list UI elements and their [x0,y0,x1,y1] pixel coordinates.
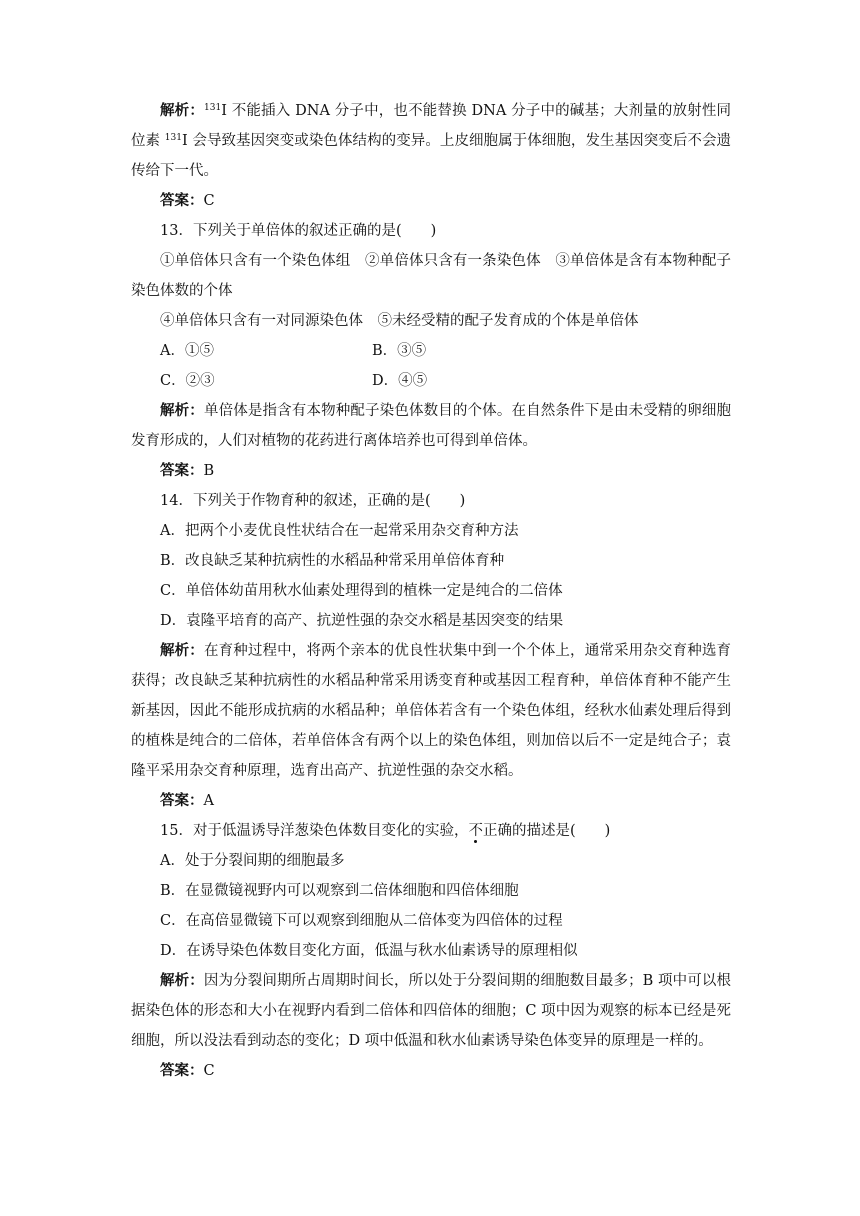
answer-label: 答案： [160,462,204,479]
q15-option-d: D．在诱导染色体数目变化方面，低温与秋水仙素诱导的原理相似 [160,943,578,959]
answer-label: 答案： [160,1062,204,1079]
q13-option-c: C．②③ [160,373,215,389]
q13-option-b: B．③⑤ [372,343,427,359]
q15-option-a: A．处于分裂间期的细胞最多 [160,853,345,869]
q15-option-b: B．在显微镜视野内可以观察到二倍体细胞和四倍体细胞 [160,883,519,899]
q13-analysis [131,396,731,456]
analysis-text: 因为分裂间期所占周期时间长，所以处于分裂间期的细胞数目最多；B 项中可以根据染色体的形态和大小在视野内看到二倍体和四倍体的细胞；C 项中因为观察的标本已经是死细胞，所以没法看到动态的变化；D 项中低温和秋水仙素诱导染色体变异的原理是一样的。 [131,973,732,1049]
answer-value: B [203,463,215,479]
q13-answer [131,456,731,486]
q15-stem-start: 15．对于低温诱导洋葱染色体数目变化的实验， [160,823,469,839]
answer-label: 答案： [160,192,204,209]
analysis-text: 单倍体是指含有本物种配子染色体数目的个体。在自然条件下是由未受精的卵细胞发育形成的，人们对植物的花药进行离体培养也可得到单倍体。 [131,403,731,449]
q15-option-c: C．在高倍显微镜下可以观察到细胞从二倍体变为四倍体的过程 [160,913,563,929]
document-content [131,96,731,1086]
analysis-text: 在育种过程中，将两个亲本的优良性状集中到一个个体上，通常采用杂交育种选育获得；改良缺乏某种抗病性的水稻品种常采用诱变育种或基因工程育种，单倍体育种不能产生新基因，因此不能形成抗病的水稻品种；单倍体若含有一个染色体组，经秋水仙素处理后得到的植株是纯合的二倍体，若单倍体含有两个以上的染色体组，则加倍以后不一定是纯合子；袁隆平采用杂交育种原理，选育出高产、抗逆性强的杂交水稻。 [131,643,731,779]
q15-answer [131,1056,731,1086]
q14-analysis [131,636,731,786]
analysis-label: 解析： [160,402,204,419]
q14-option-b: B．改良缺乏某种抗病性的水稻品种常采用单倍体育种 [160,553,505,569]
q13-stem: 13．下列关于单倍体的叙述正确的是( ) [160,223,437,239]
answer-value: C [203,193,215,209]
emphasis-dotted-text: 不 [468,823,483,839]
q13-options-row-2 [131,366,731,396]
answer-label: 答案： [160,792,204,809]
q13-statements-1: ①单倍体只含有一个染色体组 ②单倍体只含有一条染色体 ③单倍体是含有本物种配子染色体数的个体 [131,253,731,299]
analysis-text: I 不能插入 DNA 分子中，也不能替换 DNA 分子中的碱基；大剂量的放射性同位素 [131,103,731,149]
q15-stem [131,816,731,846]
isotope-mass-number: 131 [164,133,182,143]
q13-statements-2: ④单倍体只含有一对同源染色体 ⑤未经受精的配子发育成的个体是单倍体 [160,313,639,329]
q14-answer [131,786,731,816]
analysis-label: 解析： [160,642,204,659]
answer-value: C [203,1063,215,1079]
q13-option-d: D．④⑤ [372,373,428,389]
q12-answer [131,186,731,216]
q13-option-a: A．①⑤ [160,343,214,359]
isotope-mass-number: 131 [204,103,222,113]
q15-stem-emphasis-rest: 正确 [482,823,512,839]
analysis-label: 解析： [160,102,205,119]
q14-option-d: D．袁隆平培育的高产、抗逆性强的杂交水稻是基因突变的结果 [160,613,564,629]
analysis-text: I 会导致基因突变或染色体结构的变异。上皮细胞属于体细胞，发生基因突变后不会遗传给下一代。 [131,133,732,179]
answer-value: A [203,793,214,809]
analysis-label: 解析： [160,972,204,989]
q13-options-row-1 [131,336,731,366]
q14-stem: 14．下列关于作物育种的叙述，正确的是( ) [160,493,466,509]
q14-option-c: C．单倍体幼苗用秋水仙素处理得到的植株一定是纯合的二倍体 [160,583,563,599]
q15-analysis [131,966,731,1056]
q12-analysis [131,96,731,186]
q14-option-a: A．把两个小麦优良性状结合在一起常采用杂交育种方法 [160,523,519,539]
q15-stem-end: 的描述是( ) [511,823,611,839]
